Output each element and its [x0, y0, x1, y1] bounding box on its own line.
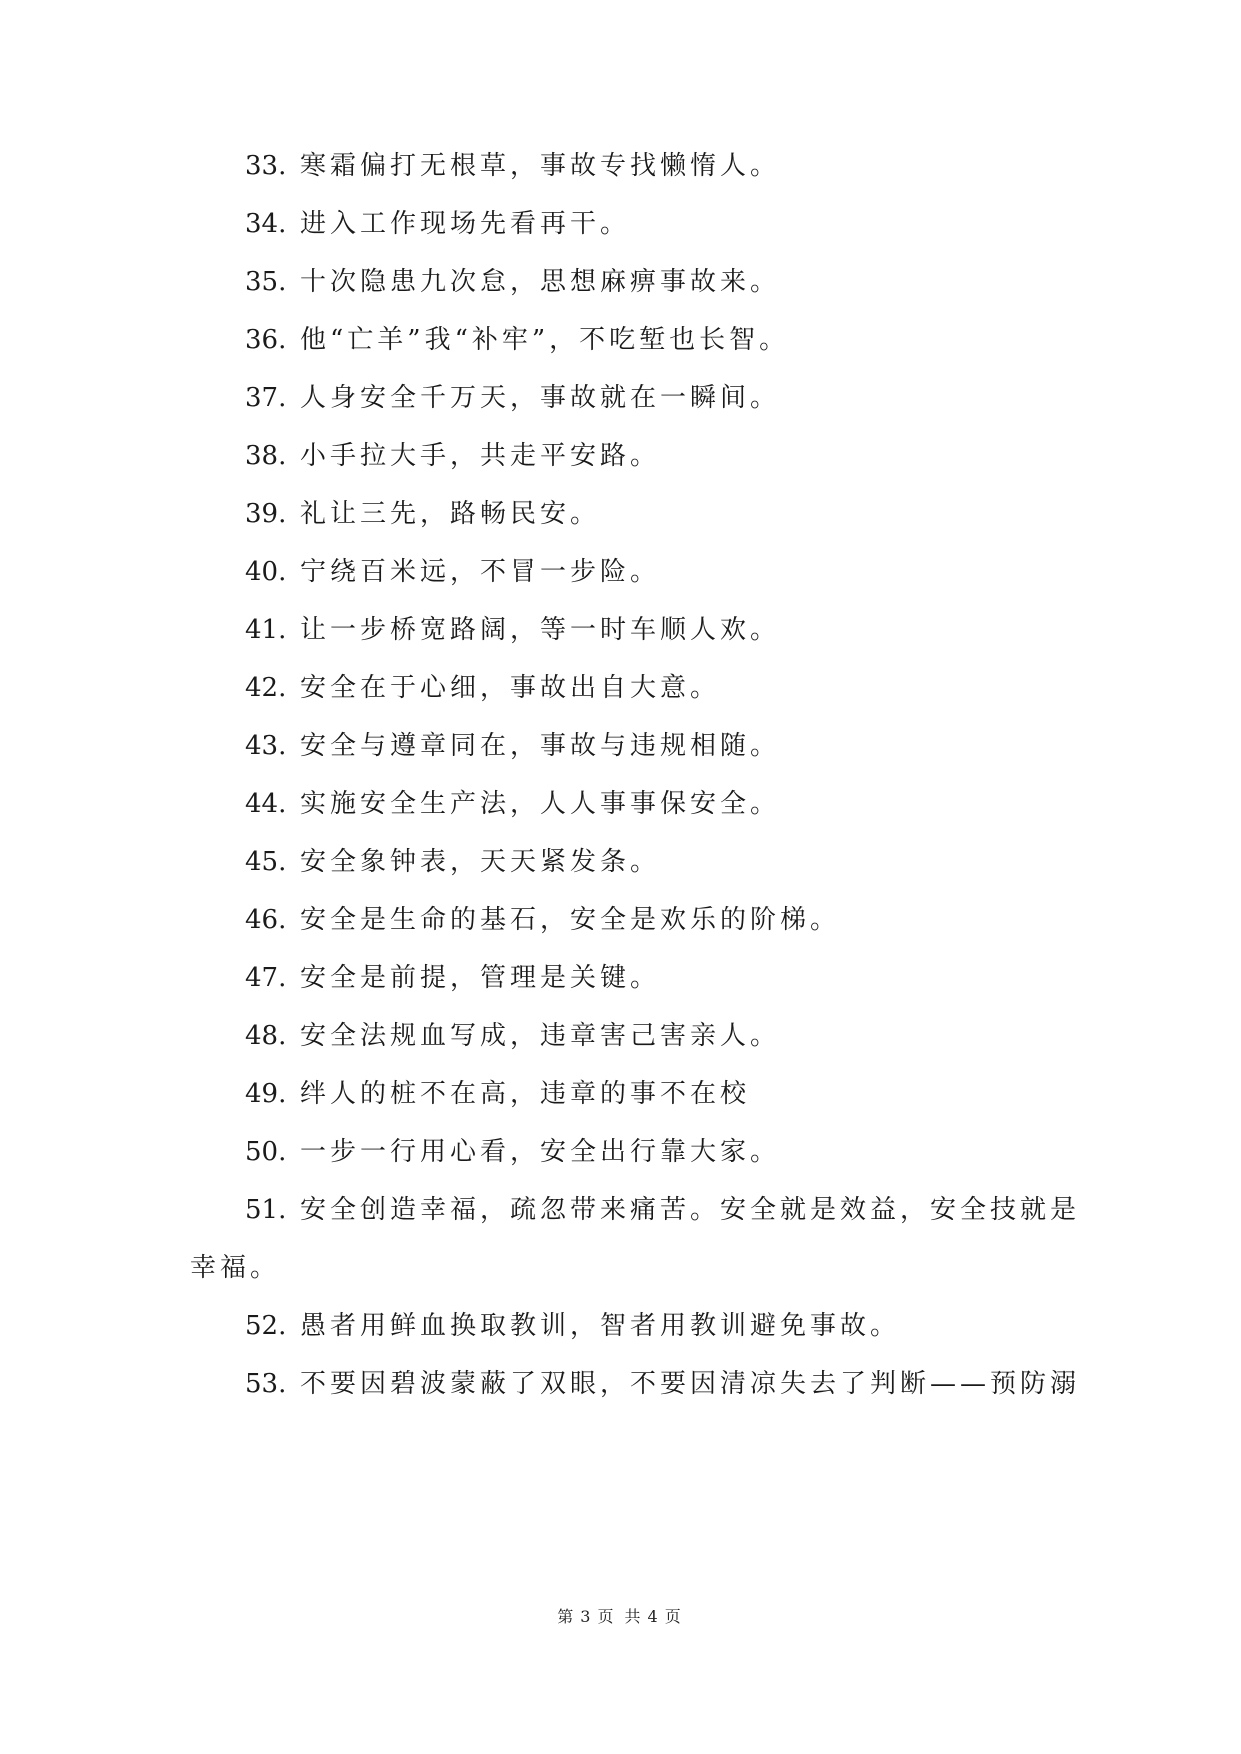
- item-text: 小手拉大手，共走平安路。: [300, 441, 661, 471]
- list-item: [190, 1135, 780, 1169]
- list-item: [190, 845, 660, 879]
- item-text: 安全象钟表，天天紧发条。: [300, 847, 661, 877]
- item-number: 53.: [245, 1369, 287, 1399]
- list-item: [190, 381, 780, 415]
- footer-prefix: 第: [557, 1607, 577, 1626]
- item-number: 42.: [245, 673, 287, 703]
- item-number: 50.: [245, 1137, 287, 1167]
- item-text: 让一步桥宽路阔，等一时车顺人欢。: [300, 615, 781, 645]
- footer-page-number: 3: [580, 1607, 594, 1626]
- item-text: 安全是前提，管理是关键。: [300, 963, 661, 993]
- list-item: [190, 671, 720, 705]
- item-text: 一步一行用心看，安全出行靠大家。: [300, 1137, 781, 1167]
- list-item: [190, 1193, 1080, 1227]
- page-footer: [0, 1604, 1241, 1627]
- item-text: 不要因碧波蒙蔽了双眼，不要因清凉失去了判断——预防溺: [300, 1369, 1081, 1399]
- item-number: 48.: [245, 1021, 287, 1051]
- list-item: [190, 961, 660, 995]
- item-text: 绊人的桩不在高，违章的事不在校: [300, 1079, 751, 1109]
- item-number: 45.: [245, 847, 287, 877]
- footer-suffix: 页: [664, 1607, 684, 1626]
- list-item: [190, 497, 600, 531]
- footer-middle: 页 共: [597, 1607, 644, 1626]
- item-number: 43.: [245, 731, 287, 761]
- list-item: [190, 613, 780, 647]
- item-text: 安全在于心细，事故出自大意。: [300, 673, 721, 703]
- list-item-continuation: 幸福。: [190, 1253, 281, 1283]
- item-text: 安全是生命的基石，安全是欢乐的阶梯。: [300, 905, 841, 935]
- list-item: [190, 555, 660, 589]
- list-item: [190, 265, 780, 299]
- item-text: 宁绕百米远，不冒一步险。: [300, 557, 661, 587]
- item-number: 36.: [245, 325, 287, 355]
- list-item: [190, 787, 780, 821]
- item-text: 安全与遵章同在，事故与违规相随。: [300, 731, 781, 761]
- item-text: 安全法规血写成，违章害己害亲人。: [300, 1021, 781, 1051]
- item-text: 他“亡羊”我“补牢”，不吃堑也长智。: [300, 325, 790, 355]
- list-item: [190, 207, 630, 241]
- item-number: 46.: [245, 905, 287, 935]
- item-number: 37.: [245, 383, 287, 413]
- item-number: 49.: [245, 1079, 287, 1109]
- item-number: 41.: [245, 615, 287, 645]
- list-item: [190, 1309, 900, 1343]
- list-item: [190, 149, 780, 183]
- item-number: 52.: [245, 1311, 287, 1341]
- item-text: 十次隐患九次怠，思想麻痹事故来。: [300, 267, 781, 297]
- list-item: [190, 903, 840, 937]
- list-item: [190, 1367, 1080, 1401]
- list-item: [190, 729, 780, 763]
- item-text: 寒霜偏打无根草，事故专找懒惰人。: [300, 151, 781, 181]
- item-number: 34.: [245, 209, 287, 239]
- item-text: 进入工作现场先看再干。: [300, 209, 631, 239]
- item-text: 愚者用鲜血换取教训，智者用教训避免事故。: [300, 1311, 901, 1341]
- item-text: 安全创造幸福，疏忽带来痛苦。安全就是效益，安全技就是: [300, 1195, 1081, 1225]
- item-number: 35.: [245, 267, 287, 297]
- item-number: 51.: [245, 1195, 287, 1225]
- item-number: 39.: [245, 499, 287, 529]
- item-text: 实施安全生产法，人人事事保安全。: [300, 789, 781, 819]
- footer-total-pages: 4: [647, 1607, 661, 1626]
- list-item: [190, 323, 789, 357]
- item-number: 47.: [245, 963, 287, 993]
- item-number: 44.: [245, 789, 287, 819]
- list-item: [190, 1077, 750, 1111]
- item-text: 人身安全千万天，事故就在一瞬间。: [300, 383, 781, 413]
- item-text: 礼让三先，路畅民安。: [300, 499, 601, 529]
- item-number: 40.: [245, 557, 287, 587]
- list-item: [190, 439, 660, 473]
- item-number: 38.: [245, 441, 287, 471]
- item-number: 33.: [245, 151, 287, 181]
- list-item: [190, 1019, 780, 1053]
